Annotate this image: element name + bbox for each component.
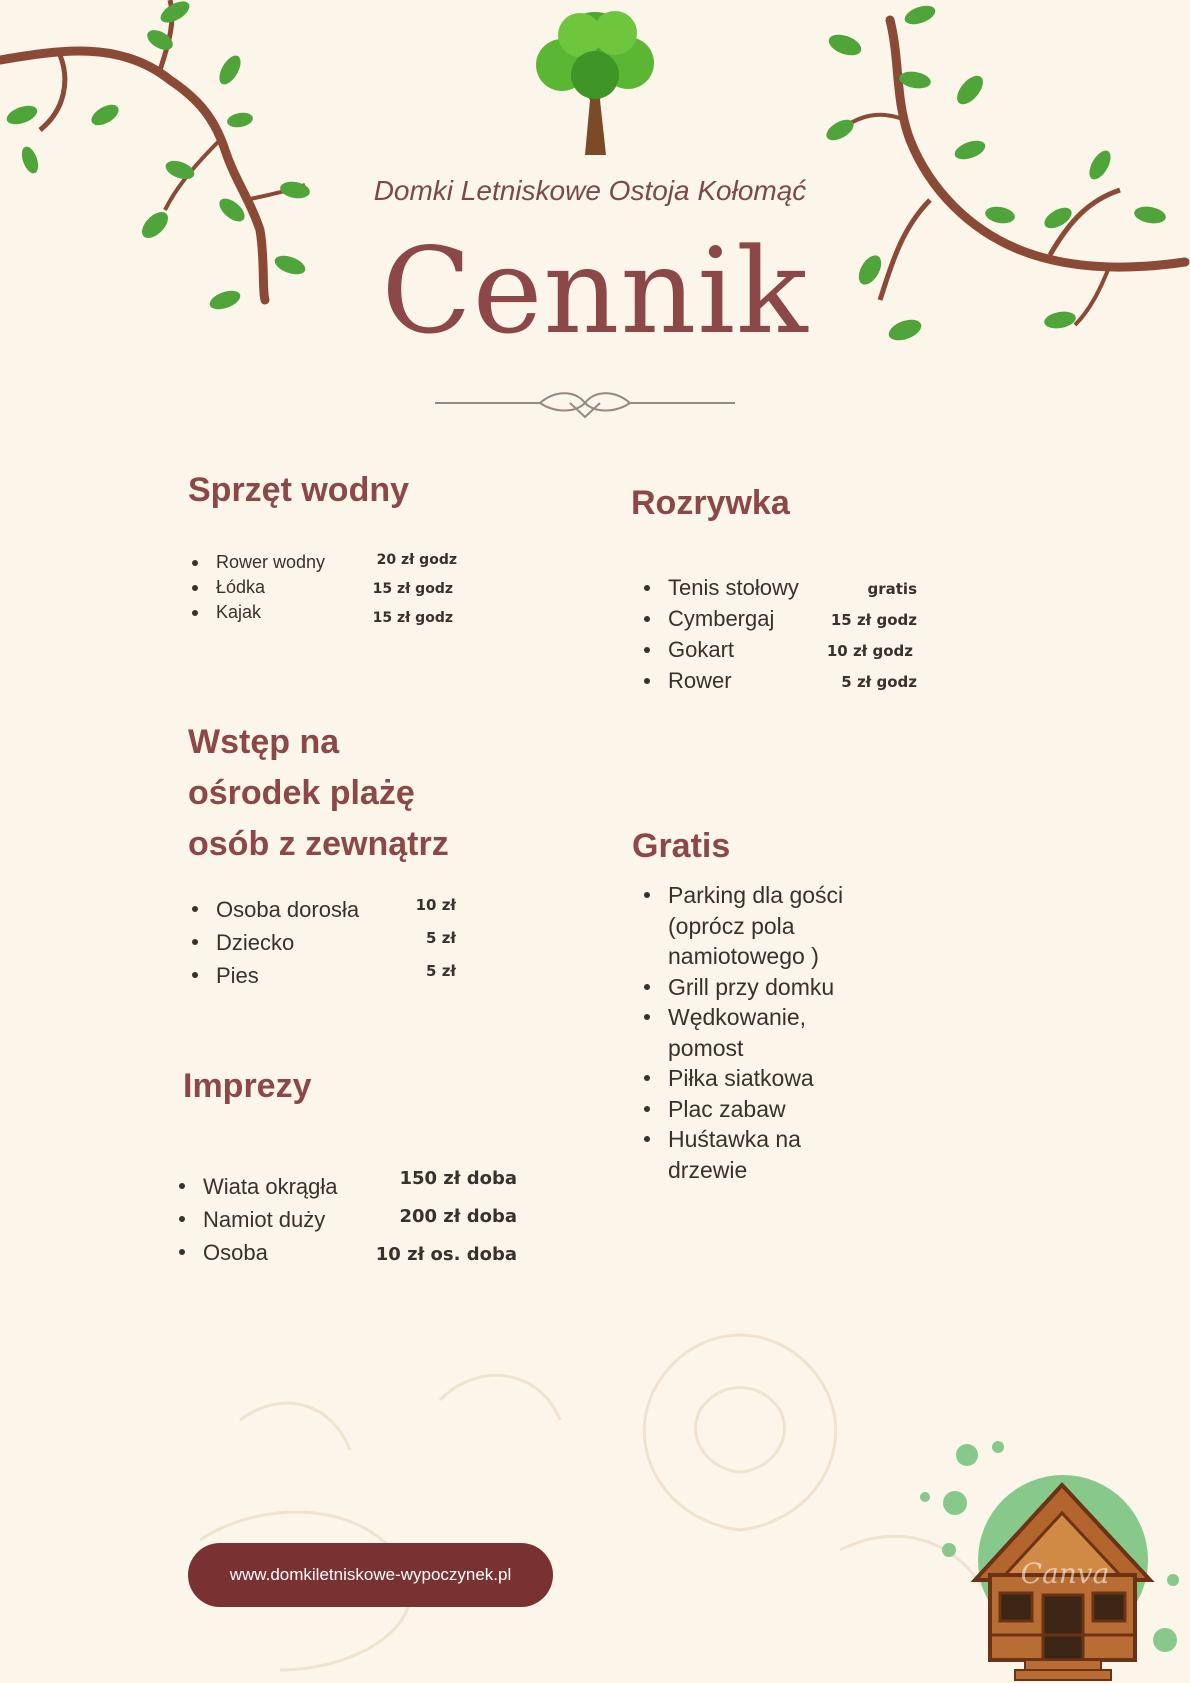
- list-item-line: Wędkowanie,: [668, 1004, 807, 1030]
- list-item: Osoba dorosła: [188, 893, 359, 926]
- list-item: Grill przy domku: [640, 972, 843, 1003]
- list-item-line: namiotowego ): [668, 943, 819, 969]
- list-item-line: (oprócz pola: [668, 912, 795, 939]
- gratis-list: [640, 880, 843, 1185]
- item-price: 200 zł doba: [399, 1206, 517, 1227]
- list-item-line: pomost: [668, 1034, 744, 1061]
- list-item: Namiot duży: [175, 1203, 338, 1236]
- page-subtitle: Domki Letniskowe Ostoja Kołomąć: [373, 175, 807, 206]
- list-item: [640, 880, 843, 972]
- floral-background-decoration: [140, 1300, 1040, 1680]
- list-item: Gokart: [640, 634, 799, 665]
- wstep-list: [188, 893, 359, 992]
- item-price: 10 zł os. doba: [375, 1244, 517, 1265]
- list-item: Kajak: [188, 600, 325, 625]
- list-item: Cymbergaj: [640, 603, 799, 634]
- section-title-wstep-line-3: osób z zewnątrz: [188, 825, 449, 863]
- list-item: Rower: [640, 665, 799, 696]
- list-item-line: Parking dla gości: [668, 882, 844, 908]
- branch-left-decoration: [0, 0, 320, 320]
- section-title-wstep-line-2: ośrodek plażę: [188, 774, 415, 812]
- section-title-sprzet-wodny: Sprzęt wodny: [188, 471, 410, 509]
- list-item-line: Huśtawka na: [668, 1126, 801, 1152]
- rozrywka-list: [640, 572, 799, 696]
- section-title-wstep-line-1: Wstęp na: [188, 723, 340, 761]
- item-price: 5 zł: [426, 929, 456, 947]
- section-title-imprezy: Imprezy: [183, 1067, 312, 1105]
- list-item: Tenis stołowy: [640, 572, 799, 603]
- list-item: Piłka siatkowa: [640, 1063, 843, 1094]
- list-item: Osoba: [175, 1236, 338, 1269]
- list-item: Łódka: [188, 575, 325, 600]
- list-item: Plac zabaw: [640, 1094, 843, 1125]
- website-url-button[interactable]: www.domkiletniskowe-wypoczynek.pl: [188, 1543, 553, 1607]
- section-title-rozrywka: Rozrywka: [631, 484, 790, 522]
- item-price: 20 zł godz: [376, 552, 457, 568]
- list-item: Rower wodny: [188, 550, 325, 575]
- item-price: 10 zł: [415, 896, 456, 914]
- item-price: 15 zł godz: [372, 610, 453, 626]
- item-price: 5 zł: [426, 962, 456, 980]
- section-title-gratis: Gratis: [632, 827, 731, 865]
- imprezy-list: [175, 1170, 338, 1269]
- item-price: 150 zł doba: [399, 1168, 517, 1189]
- list-item: [640, 1124, 843, 1185]
- canva-watermark: Canva: [1020, 1557, 1110, 1590]
- list-item: Wiata okrągła: [175, 1170, 338, 1203]
- page-title: Cennik: [381, 222, 809, 360]
- list-item: Dziecko: [188, 926, 359, 959]
- sprzet-list: [188, 550, 325, 625]
- tree-icon: [520, 5, 670, 155]
- item-price: 5 zł godz: [841, 673, 917, 691]
- item-price: gratis: [867, 580, 917, 598]
- ornament-divider: [430, 385, 740, 425]
- item-price: 15 zł godz: [372, 581, 453, 597]
- item-price: 10 zł godz: [826, 642, 913, 660]
- list-item: Pies: [188, 959, 359, 992]
- cottage-icon: [915, 1435, 1190, 1683]
- item-price: 15 zł godz: [830, 611, 917, 629]
- list-item-line: drzewie: [668, 1156, 748, 1183]
- list-item: [640, 1002, 843, 1063]
